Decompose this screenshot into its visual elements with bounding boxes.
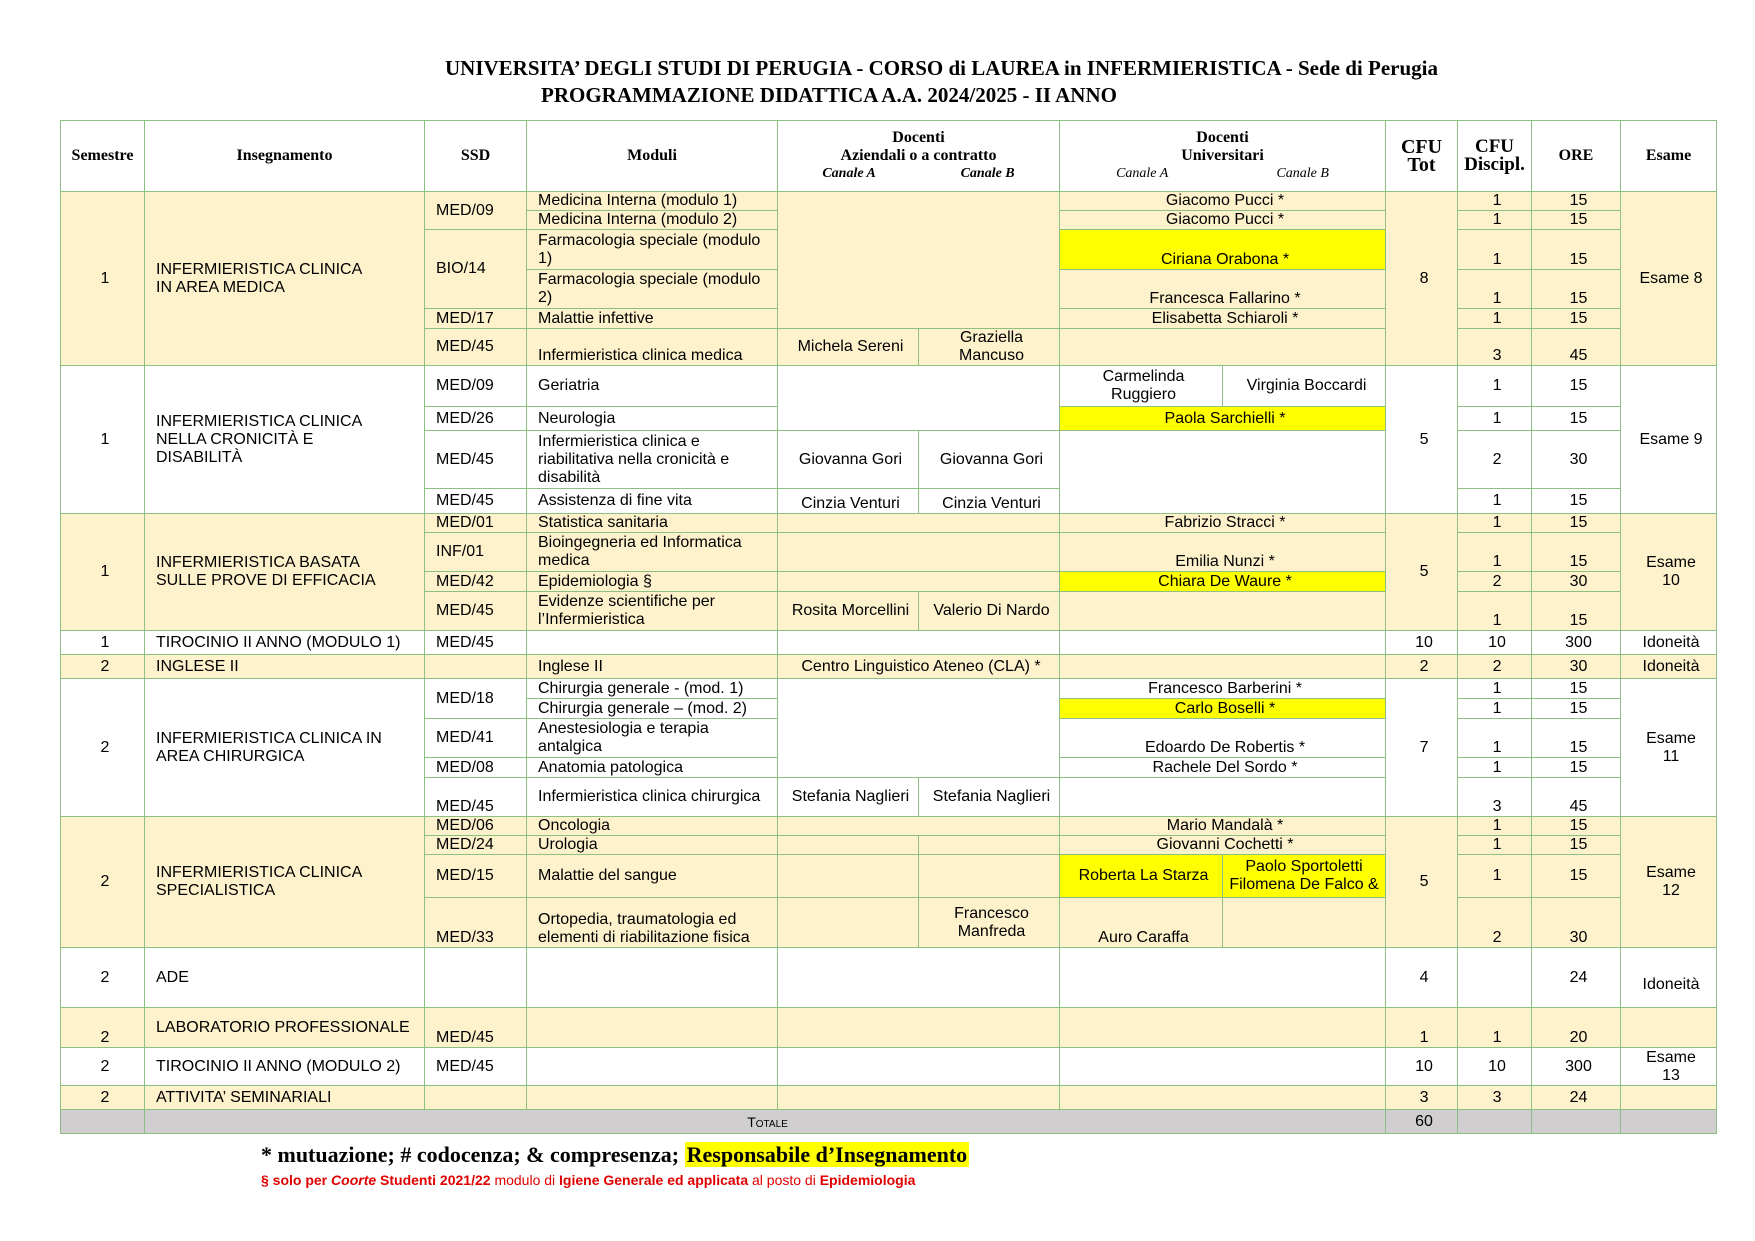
docente-canale-a-cell [778, 855, 919, 898]
docente-canale-a-cell [778, 898, 919, 948]
legend-text: * mutuazione; # codocenza; & compresenza; [261, 1142, 680, 1167]
cfu-tot-cell: 8 [1386, 192, 1458, 366]
header-cfu-tot-line1: CFU [1400, 136, 1443, 158]
ore-cell: 300 [1532, 631, 1621, 655]
ore-cell: 15 [1532, 270, 1621, 309]
ore-cell: 15 [1532, 489, 1621, 514]
ore-cell: 15 [1532, 309, 1621, 329]
insegnamento-cell [145, 192, 425, 366]
modulo-cell: Urologia [527, 836, 778, 855]
esame-line: Esame [1646, 554, 1696, 571]
ssd-cell: MED/45 [425, 592, 527, 631]
cfu-tot-cell: 5 [1386, 817, 1458, 948]
cfu-discipl-cell: 2 [1458, 431, 1532, 489]
title-line-2: PROGRAMMAZIONE DIDATTICA A.A. 2024/2025 - II ANNO [541, 83, 1117, 107]
ore-cell: 30 [1532, 572, 1621, 592]
ssd-cell: MED/09 [425, 366, 527, 407]
header-docenti-universitari-line1: Docenti [1196, 129, 1249, 146]
docente-uni-canale-a-cell: Roberta La Starza [1060, 855, 1223, 898]
esame-cell [1621, 1008, 1717, 1048]
footnote-part: Epidemiologia [819, 1172, 916, 1188]
ssd-cell: MED/17 [425, 309, 527, 329]
ore-cell: 15 [1532, 366, 1621, 407]
esame-cell: Esame 8 [1621, 192, 1717, 366]
modulo-cell: Farmacologia speciale (modulo 1) [527, 230, 778, 270]
header-cfu-tot [1386, 121, 1458, 192]
legend-responsabile: Responsabile d’Insegnamento [686, 1142, 968, 1167]
header-docenti-aziendali [778, 121, 1060, 192]
header-uni-canale-a: Canale A [1116, 166, 1169, 181]
cfu-discipl-cell: 2 [1458, 898, 1532, 948]
cfu-discipl-cell [1458, 1110, 1532, 1134]
modulo-cell: Statistica sanitaria [527, 514, 778, 533]
docenti-universitari-cell [1060, 329, 1386, 366]
modulo-cell: Malattie infettive [527, 309, 778, 329]
footnote-part: Igiene Generale ed applicata [559, 1172, 749, 1188]
docente-canale-a-cell: Rosita Morcellini [778, 592, 919, 631]
docenti-universitari-cell [1060, 1008, 1386, 1048]
header-semestre: Semestre [61, 121, 145, 192]
cfu-discipl-cell: 1 [1458, 817, 1532, 836]
docente-canale-a-cell: Cinzia Venturi [778, 489, 919, 514]
header-docenti-aziendali-line2: Aziendali o a contratto [840, 147, 997, 164]
cfu-tot-cell: 10 [1386, 1048, 1458, 1086]
docenti-aziendali-cell [778, 1086, 1060, 1110]
insegnamento-cell: LABORATORIO PROFESSIONALE [145, 1008, 425, 1048]
table-row [61, 631, 1717, 655]
docente-canale-b-cell: Francesco Manfreda [919, 898, 1060, 948]
esame-line: Esame [1646, 729, 1696, 747]
ore-cell: 30 [1532, 655, 1621, 679]
docenti-universitari-cell [1060, 631, 1386, 655]
title-line-1: UNIVERSITA’ DEGLI STUDI DI PERUGIA - CORSO di LAUREA in INFERMIERISTICA - Sede di Perugia [445, 56, 1438, 80]
ore-cell: 15 [1532, 211, 1621, 230]
docenti-aziendali-cell [778, 679, 1060, 778]
docenti-universitari-cell: Mario Mandalà * [1060, 817, 1386, 836]
docenti-universitari-cell [1060, 431, 1386, 514]
insegnamento-cell [145, 514, 425, 631]
esame-line: 10 [1662, 572, 1680, 589]
cfu-tot-cell: 7 [1386, 679, 1458, 817]
table-row [61, 655, 1717, 679]
docenti-aziendali-cell [778, 514, 1060, 533]
modulo-cell [527, 948, 778, 1008]
ssd-cell [425, 1086, 527, 1110]
docente-canale-a-cell: Stefania Naglieri [778, 778, 919, 817]
modulo-cell [527, 631, 778, 655]
esame-cell: Idoneità [1621, 655, 1717, 679]
semestre-cell: 2 [61, 1008, 145, 1048]
header-cfu-tot-line2: Tot [1407, 154, 1436, 176]
docente-canale-b-cell: Stefania Naglieri [919, 778, 1060, 817]
ssd-cell: MED/18 [425, 679, 527, 719]
docente-uni-canale-b-cell [1223, 898, 1386, 948]
cfu-discipl-cell: 1 [1458, 489, 1532, 514]
ore-cell: 15 [1532, 855, 1621, 898]
totale-cfu: 60 [1386, 1110, 1458, 1134]
modulo-cell [527, 1048, 778, 1086]
docente-canale-a-cell [778, 836, 919, 855]
cfu-discipl-cell: 1 [1458, 230, 1532, 270]
cfu-discipl-cell: 3 [1458, 1086, 1532, 1110]
cfu-discipl-cell: 2 [1458, 572, 1532, 592]
docenti-universitari-cell: Fabrizio Stracci * [1060, 514, 1386, 533]
semestre-cell: 1 [61, 514, 145, 631]
totale-label: Totale [145, 1110, 1386, 1134]
semestre-cell: 2 [61, 655, 145, 679]
ssd-cell: MED/26 [425, 407, 527, 431]
docente-canale-a-cell: Michela Sereni [778, 329, 919, 366]
semestre-cell: 1 [61, 631, 145, 655]
docente-canale-b-cell: Giovanna Gori [919, 431, 1060, 489]
ore-cell: 45 [1532, 778, 1621, 817]
semestre-cell: 1 [61, 192, 145, 366]
cfu-tot-cell: 5 [1386, 366, 1458, 514]
modulo-cell [527, 1086, 778, 1110]
esame-line: Esame [1646, 864, 1696, 881]
insegnamento-line: AREA CHIRURGICA [156, 747, 305, 765]
modulo-cell: Medicina Interna (modulo 2) [527, 211, 778, 230]
ssd-cell: MED/45 [425, 1048, 527, 1086]
docenti-universitari-cell [1060, 1048, 1386, 1086]
insegnamento-line: INFERMIERISTICA CLINICA IN [156, 729, 382, 747]
docenti-aziendali-cell [778, 533, 1060, 572]
docente-uni-line: Filomena De Falco & [1229, 876, 1379, 893]
semestre-cell: 2 [61, 948, 145, 1008]
semestre-cell: 2 [61, 817, 145, 948]
totale-row [61, 1110, 1717, 1134]
docenti-universitari-cell: Francesco Barberini * [1060, 679, 1386, 699]
modulo-cell: Anestesiologia e terapia antalgica [527, 719, 778, 758]
insegnamento-line: INFERMIERISTICA CLINICA [156, 260, 363, 278]
ssd-cell: MED/15 [425, 855, 527, 898]
ssd-cell: MED/08 [425, 758, 527, 778]
insegnamento-line: NELLA CRONICITÀ E [156, 430, 314, 448]
cfu-discipl-cell: 10 [1458, 1048, 1532, 1086]
ore-cell [1532, 1110, 1621, 1134]
docenti-universitari-cell: Ciriana Orabona * [1060, 230, 1386, 270]
docenti-universitari-cell [1060, 655, 1386, 679]
table-row [61, 1086, 1717, 1110]
header-ssd: SSD [425, 121, 527, 192]
ore-cell: 15 [1532, 836, 1621, 855]
header-uni-canale-b: Canale B [1276, 166, 1329, 181]
modulo-cell: Infermieristica clinica chirurgica [527, 778, 778, 817]
ore-cell: 15 [1532, 192, 1621, 211]
docenti-universitari-cell [1060, 778, 1386, 817]
footnote-part: modulo di [494, 1172, 556, 1188]
docenti-universitari-cell [1060, 948, 1386, 1008]
docente-canale-b-cell [919, 836, 1060, 855]
cfu-tot-cell: 5 [1386, 514, 1458, 631]
insegnamento-line: INFERMIERISTICA CLINICA [156, 864, 363, 881]
ore-cell: 15 [1532, 230, 1621, 270]
header-cfu-discipl-line1: CFU [1474, 136, 1515, 157]
docenti-aziendali-cell [778, 1048, 1060, 1086]
esame-line: 13 [1662, 1066, 1680, 1084]
header-canale-a: Canale A [822, 166, 876, 181]
semestre-cell: 2 [61, 679, 145, 817]
ssd-cell: MED/45 [425, 489, 527, 514]
table-row [61, 948, 1717, 1008]
ssd-cell: MED/01 [425, 514, 527, 533]
ssd-cell: MED/33 [425, 898, 527, 948]
docenti-aziendali-cell: Centro Linguistico Ateneo (CLA) * [778, 655, 1060, 679]
cfu-discipl-cell: 3 [1458, 778, 1532, 817]
docente-uni-canale-b-cell: Virginia Boccardi [1223, 366, 1386, 407]
insegnamento-cell [145, 366, 425, 514]
footnote [261, 1172, 915, 1188]
header-esame: Esame [1621, 121, 1717, 192]
docente-canale-b-cell: Valerio Di Nardo [919, 592, 1060, 631]
insegnamento-cell: TIROCINIO II ANNO (MODULO 2) [145, 1048, 425, 1086]
modulo-cell: Epidemiologia § [527, 572, 778, 592]
ore-cell: 15 [1532, 533, 1621, 572]
insegnamento-line: SULLE PROVE DI EFFICACIA [156, 572, 376, 589]
header-docenti-universitari [1060, 121, 1386, 192]
table-row [61, 1008, 1717, 1048]
schedule-table [60, 120, 1717, 1134]
esame-line: 11 [1662, 747, 1680, 765]
docente-uni-canale-b-cell [1223, 855, 1386, 898]
cfu-discipl-cell: 1 [1458, 758, 1532, 778]
semestre-cell: 1 [61, 366, 145, 514]
legend [261, 1142, 969, 1168]
docenti-aziendali-cell [778, 817, 1060, 836]
modulo-cell: Neurologia [527, 407, 778, 431]
ore-cell: 30 [1532, 898, 1621, 948]
modulo-cell: Inglese II [527, 655, 778, 679]
modulo-cell: Chirurgia generale – (mod. 2) [527, 699, 778, 719]
insegnamento-line: INFERMIERISTICA CLINICA [156, 412, 363, 430]
modulo-cell: Anatomia patologica [527, 758, 778, 778]
cfu-discipl-cell: 1 [1458, 533, 1532, 572]
modulo-cell: Infermieristica clinica medica [527, 329, 778, 366]
insegnamento-cell: ADE [145, 948, 425, 1008]
cfu-discipl-cell: 1 [1458, 592, 1532, 631]
cfu-discipl-cell: 1 [1458, 514, 1532, 533]
docenti-universitari-cell [1060, 592, 1386, 631]
insegnamento-cell: TIROCINIO II ANNO (MODULO 1) [145, 631, 425, 655]
docente-canale-b-cell [919, 855, 1060, 898]
header-cfu-discipl [1458, 121, 1532, 192]
table-row [61, 679, 1717, 699]
ssd-cell: MED/09 [425, 192, 527, 230]
esame-cell [1621, 1110, 1717, 1134]
table-row [61, 1048, 1717, 1086]
docenti-aziendali-cell [778, 1008, 1060, 1048]
docenti-universitari-cell: Chiara De Waure * [1060, 572, 1386, 592]
header-canale-b: Canale B [960, 166, 1015, 181]
ssd-cell: INF/01 [425, 533, 527, 572]
semestre-cell [61, 1110, 145, 1134]
docenti-universitari-cell: Carlo Boselli * [1060, 699, 1386, 719]
semestre-cell: 2 [61, 1048, 145, 1086]
header-insegnamento: Insegnamento [145, 121, 425, 192]
esame-cell [1621, 679, 1717, 817]
ssd-cell: BIO/14 [425, 230, 527, 309]
modulo-cell: Oncologia [527, 817, 778, 836]
esame-cell [1621, 514, 1717, 631]
esame-cell: Idoneità [1621, 631, 1717, 655]
docenti-universitari-cell: Emilia Nunzi * [1060, 533, 1386, 572]
cfu-discipl-cell [1458, 948, 1532, 1008]
insegnamento-line: SPECIALISTICA [156, 882, 276, 899]
ssd-cell: MED/45 [425, 1008, 527, 1048]
docenti-aziendali-cell [778, 572, 1060, 592]
ore-cell: 20 [1532, 1008, 1621, 1048]
docenti-universitari-cell [1060, 1086, 1386, 1110]
ssd-cell: MED/45 [425, 431, 527, 489]
cfu-tot-cell: 2 [1386, 655, 1458, 679]
docente-uni-canale-a-cell: Auro Caraffa [1060, 898, 1223, 948]
ssd-cell: MED/45 [425, 329, 527, 366]
cfu-tot-cell: 3 [1386, 1086, 1458, 1110]
ssd-cell: MED/42 [425, 572, 527, 592]
ssd-cell [425, 948, 527, 1008]
ore-cell: 300 [1532, 1048, 1621, 1086]
docenti-universitari-cell: Rachele Del Sordo * [1060, 758, 1386, 778]
docenti-universitari-cell: Giovanni Cochetti * [1060, 836, 1386, 855]
docente-uni-canale-a-cell: Carmelinda Ruggiero [1060, 366, 1223, 407]
ore-cell: 24 [1532, 1086, 1621, 1110]
footnote-part: § solo per [261, 1172, 328, 1188]
ore-cell: 15 [1532, 514, 1621, 533]
esame-line: Esame [1646, 1048, 1696, 1066]
table-row [61, 366, 1717, 407]
docenti-universitari-cell: Giacomo Pucci * [1060, 192, 1386, 211]
cfu-discipl-cell: 10 [1458, 631, 1532, 655]
docente-canale-a-cell: Giovanna Gori [778, 431, 919, 489]
insegnamento-line: IN AREA MEDICA [156, 278, 285, 296]
cfu-discipl-cell: 1 [1458, 192, 1532, 211]
semestre-cell: 2 [61, 1086, 145, 1110]
docenti-aziendali-cell [778, 948, 1060, 1008]
ssd-cell [425, 655, 527, 679]
cfu-discipl-cell: 1 [1458, 699, 1532, 719]
insegnamento-line: INFERMIERISTICA BASATA [156, 554, 360, 571]
footnote-part: al posto di [752, 1172, 816, 1188]
docenti-universitari-cell: Giacomo Pucci * [1060, 211, 1386, 230]
cfu-discipl-cell: 1 [1458, 407, 1532, 431]
modulo-cell: Evidenze scientifiche per l’Infermieristica [527, 592, 778, 631]
cfu-discipl-cell: 1 [1458, 270, 1532, 309]
ore-cell: 15 [1532, 758, 1621, 778]
modulo-cell: Farmacologia speciale (modulo 2) [527, 270, 778, 309]
ore-cell: 15 [1532, 679, 1621, 699]
docente-uni-line: Paolo Sportoletti [1245, 858, 1363, 875]
header-docenti-aziendali-line1: Docenti [892, 129, 945, 146]
cfu-discipl-cell: 2 [1458, 655, 1532, 679]
table-row [61, 192, 1717, 211]
ore-cell: 24 [1532, 948, 1621, 1008]
insegnamento-cell: INGLESE II [145, 655, 425, 679]
modulo-cell: Medicina Interna (modulo 1) [527, 192, 778, 211]
cfu-discipl-cell: 1 [1458, 211, 1532, 230]
footnote-part: Coorte [331, 1172, 377, 1188]
footnote-part: Studenti 2021/22 [380, 1172, 491, 1188]
ssd-cell: MED/45 [425, 631, 527, 655]
ore-cell: 30 [1532, 431, 1621, 489]
docenti-aziendali-cell [778, 192, 1060, 329]
header-cfu-discipl-line2: Discipl. [1464, 154, 1525, 175]
table-header-row [61, 121, 1717, 192]
modulo-cell: Malattie del sangue [527, 855, 778, 898]
cfu-discipl-cell: 1 [1458, 836, 1532, 855]
docente-canale-b-cell: Cinzia Venturi [919, 489, 1060, 514]
insegnamento-cell [145, 679, 425, 817]
ore-cell: 15 [1532, 407, 1621, 431]
ore-cell: 45 [1532, 329, 1621, 366]
cfu-discipl-cell: 1 [1458, 719, 1532, 758]
header-docenti-universitari-line2: Universitari [1181, 147, 1264, 164]
modulo-cell: Geriatria [527, 366, 778, 407]
modulo-cell [527, 1008, 778, 1048]
cfu-discipl-cell: 3 [1458, 329, 1532, 366]
ore-cell: 15 [1532, 817, 1621, 836]
ore-cell: 15 [1532, 719, 1621, 758]
cfu-discipl-cell: 1 [1458, 855, 1532, 898]
docenti-universitari-cell: Edoardo De Robertis * [1060, 719, 1386, 758]
modulo-cell: Bioingegneria ed Informatica medica [527, 533, 778, 572]
cfu-discipl-cell: 1 [1458, 679, 1532, 699]
modulo-cell: Assistenza di fine vita [527, 489, 778, 514]
header-ore: ORE [1532, 121, 1621, 192]
cfu-tot-cell: 10 [1386, 631, 1458, 655]
docenti-universitari-cell: Francesca Fallarino * [1060, 270, 1386, 309]
table-row [61, 817, 1717, 836]
esame-cell: Idoneità [1621, 948, 1717, 1008]
docenti-universitari-cell: Paola Sarchielli * [1060, 407, 1386, 431]
cfu-discipl-cell: 1 [1458, 309, 1532, 329]
docente-canale-b-cell: Graziella Mancuso [919, 329, 1060, 366]
insegnamento-cell: ATTIVITA’ SEMINARIALI [145, 1086, 425, 1110]
esame-cell [1621, 1086, 1717, 1110]
ssd-cell: MED/41 [425, 719, 527, 758]
ssd-cell: MED/45 [425, 778, 527, 817]
cfu-discipl-cell: 1 [1458, 1008, 1532, 1048]
cfu-discipl-cell: 1 [1458, 366, 1532, 407]
esame-cell [1621, 817, 1717, 948]
docenti-aziendali-cell [778, 366, 1060, 431]
modulo-cell: Ortopedia, traumatologia ed elementi di riabilitazione fisica [527, 898, 778, 948]
ssd-cell: MED/06 [425, 817, 527, 836]
insegnamento-line: DISABILITÀ [156, 448, 243, 466]
docenti-universitari-cell: Elisabetta Schiaroli * [1060, 309, 1386, 329]
ssd-cell: MED/24 [425, 836, 527, 855]
cfu-tot-cell: 1 [1386, 1008, 1458, 1048]
esame-cell [1621, 1048, 1717, 1086]
modulo-cell: Chirurgia generale - (mod. 1) [527, 679, 778, 699]
ore-cell: 15 [1532, 592, 1621, 631]
modulo-cell: Infermieristica clinica e riabilitativa nella cronicità e disabilità [527, 431, 778, 489]
esame-line: 12 [1662, 882, 1680, 899]
esame-cell: Esame 9 [1621, 366, 1717, 514]
table-row [61, 514, 1717, 533]
cfu-tot-cell: 4 [1386, 948, 1458, 1008]
insegnamento-cell [145, 817, 425, 948]
ore-cell: 15 [1532, 699, 1621, 719]
header-moduli: Moduli [527, 121, 778, 192]
docenti-aziendali-cell [778, 631, 1060, 655]
